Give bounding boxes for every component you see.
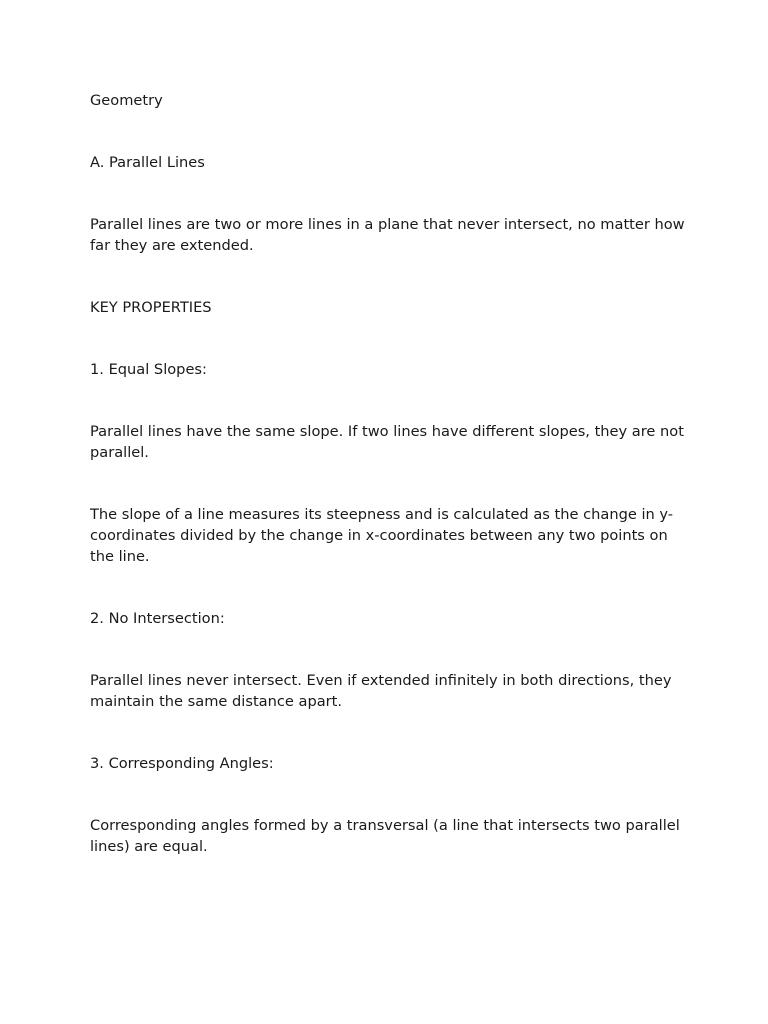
section-heading: A. Parallel Lines [90, 154, 205, 171]
corresponding-angles-paragraph: Corresponding angles formed by a transversal (a line that intersects two parallel lines) are equal. [90, 817, 680, 855]
key-properties-heading: KEY PROPERTIES [90, 299, 212, 316]
no-intersection-paragraph: Parallel lines never intersect. Even if extended infinitely in both directions, they maintain the same distance apart. [90, 672, 672, 710]
document-title: Geometry [90, 92, 163, 109]
intro-paragraph: Parallel lines are two or more lines in a plane that never intersect, no matter how far they are extended. [90, 216, 685, 254]
slope-definition-paragraph: The slope of a line measures its steepness and is calculated as the change in y-coordinates divided by the change in x-coordinates between any two points on the line. [90, 506, 674, 565]
equal-slopes-paragraph: Parallel lines have the same slope. If two lines have different slopes, they are not parallel. [90, 423, 684, 461]
document-body [90, 90, 690, 857]
property-heading-corresponding-angles: 3. Corresponding Angles: [90, 755, 274, 772]
property-heading-equal-slopes: 1. Equal Slopes: [90, 361, 207, 378]
property-heading-no-intersection: 2. No Intersection: [90, 610, 225, 627]
